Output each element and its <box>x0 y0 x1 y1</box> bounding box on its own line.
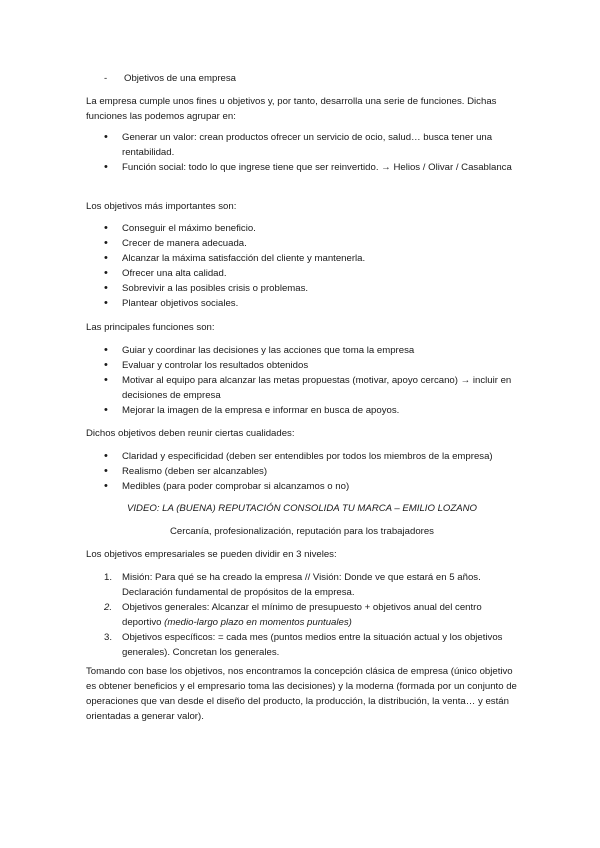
list-item: • Plantear objetivos sociales. <box>86 296 518 311</box>
list-item: • Medibles (para poder comprobar si alcanzamos o no) <box>86 479 518 494</box>
functions-group-list <box>86 130 518 175</box>
list-item: • Evaluar y controlar los resultados obtenidos <box>86 358 518 373</box>
item-number: 3. <box>104 632 113 643</box>
list-item: • Realismo (deben ser alcanzables) <box>86 464 518 479</box>
objectives-list <box>86 221 518 311</box>
list-item: • Función social: todo lo que ingrese tiene que ser reinvertido. → Helios / Olivar / Casablanca <box>86 160 518 175</box>
list-item: • Claridad y especificidad (deben ser entendibles por todos los miembros de la empresa) <box>86 449 518 464</box>
conclusion-paragraph: Tomando con base los objetivos, nos encontramos la concepción clásica de empresa (único objetivo es obtener beneficios y el empresario toma las decisiones) y la moderna (formada por un conjunto de operaciones que van desde el diseño del producto, la producción, la distribución, la venta… y están orientadas a generar valor). <box>86 666 517 722</box>
list-item: • Alcanzar la máxima satisfacción del cliente y mantenerla. <box>86 251 518 266</box>
list-item: • Motivar al equipo para alcanzar las metas propuestas (motivar, apoyo cercano) → incluir en decisiones de empresa <box>86 373 518 403</box>
list-item: • Conseguir el máximo beneficio. <box>86 221 518 236</box>
list-item: • Crecer de manera adecuada. <box>86 236 518 251</box>
heading-text: Objetivos de una empresa <box>124 73 236 84</box>
list-item <box>86 630 518 660</box>
list-item: • Generar un valor: crean productos ofrecer un servicio de ocio, salud… busca tener una rentabilidad. <box>86 130 518 160</box>
heading-dash: - <box>104 73 108 84</box>
item-number: 2. <box>104 602 113 613</box>
item-text: Misión: Para qué se ha creado la empresa // Visión: Donde ve que estará en 5 años. Declaración fundamental de propósitos de la empresa. <box>122 572 481 598</box>
main-functions-list <box>86 343 518 418</box>
item-text: Objetivos específicos: = cada mes (puntos medios entre la situación actual y los objetivos generales). Concretan los generales. <box>122 632 503 658</box>
list-item: • Sobrevivir a las posibles crisis o problemas. <box>86 281 518 296</box>
section-heading <box>104 71 236 86</box>
list-item: • Mejorar la imagen de la empresa e informar en busca de apoyos. <box>86 403 518 418</box>
list-item <box>86 570 518 600</box>
video-title: VIDEO: LA (BUENA) REPUTACIÓN CONSOLIDA TU MARCA – EMILIO LOZANO <box>126 503 478 514</box>
main-functions-title: Las principales funciones son: <box>86 322 215 333</box>
objectives-title: Los objetivos más importantes son: <box>86 201 237 212</box>
item-text-note: (medio-largo plazo en momentos puntuales) <box>164 617 352 628</box>
qualities-title: Dichos objetivos deben reunir ciertas cualidades: <box>86 428 295 439</box>
list-item <box>86 600 518 630</box>
levels-list <box>86 570 518 660</box>
video-summary: Cercanía, profesionalización, reputación para los trabajadores <box>170 526 434 537</box>
item-number: 1. <box>104 572 113 583</box>
qualities-list <box>86 449 518 494</box>
levels-title: Los objetivos empresariales se pueden dividir en 3 niveles: <box>86 549 337 560</box>
intro-paragraph: La empresa cumple unos fines u objetivos y, por tanto, desarrolla una serie de funciones. Dichas funciones las podemos agrupar en: <box>86 96 497 122</box>
item-text: Objetivos generales: Alcanzar el mínimo de presupuesto + objetivos anual del centro deportivo <box>122 602 482 628</box>
list-item: • Guiar y coordinar las decisiones y las acciones que toma la empresa <box>86 343 518 358</box>
list-item: • Ofrecer una alta calidad. <box>86 266 518 281</box>
